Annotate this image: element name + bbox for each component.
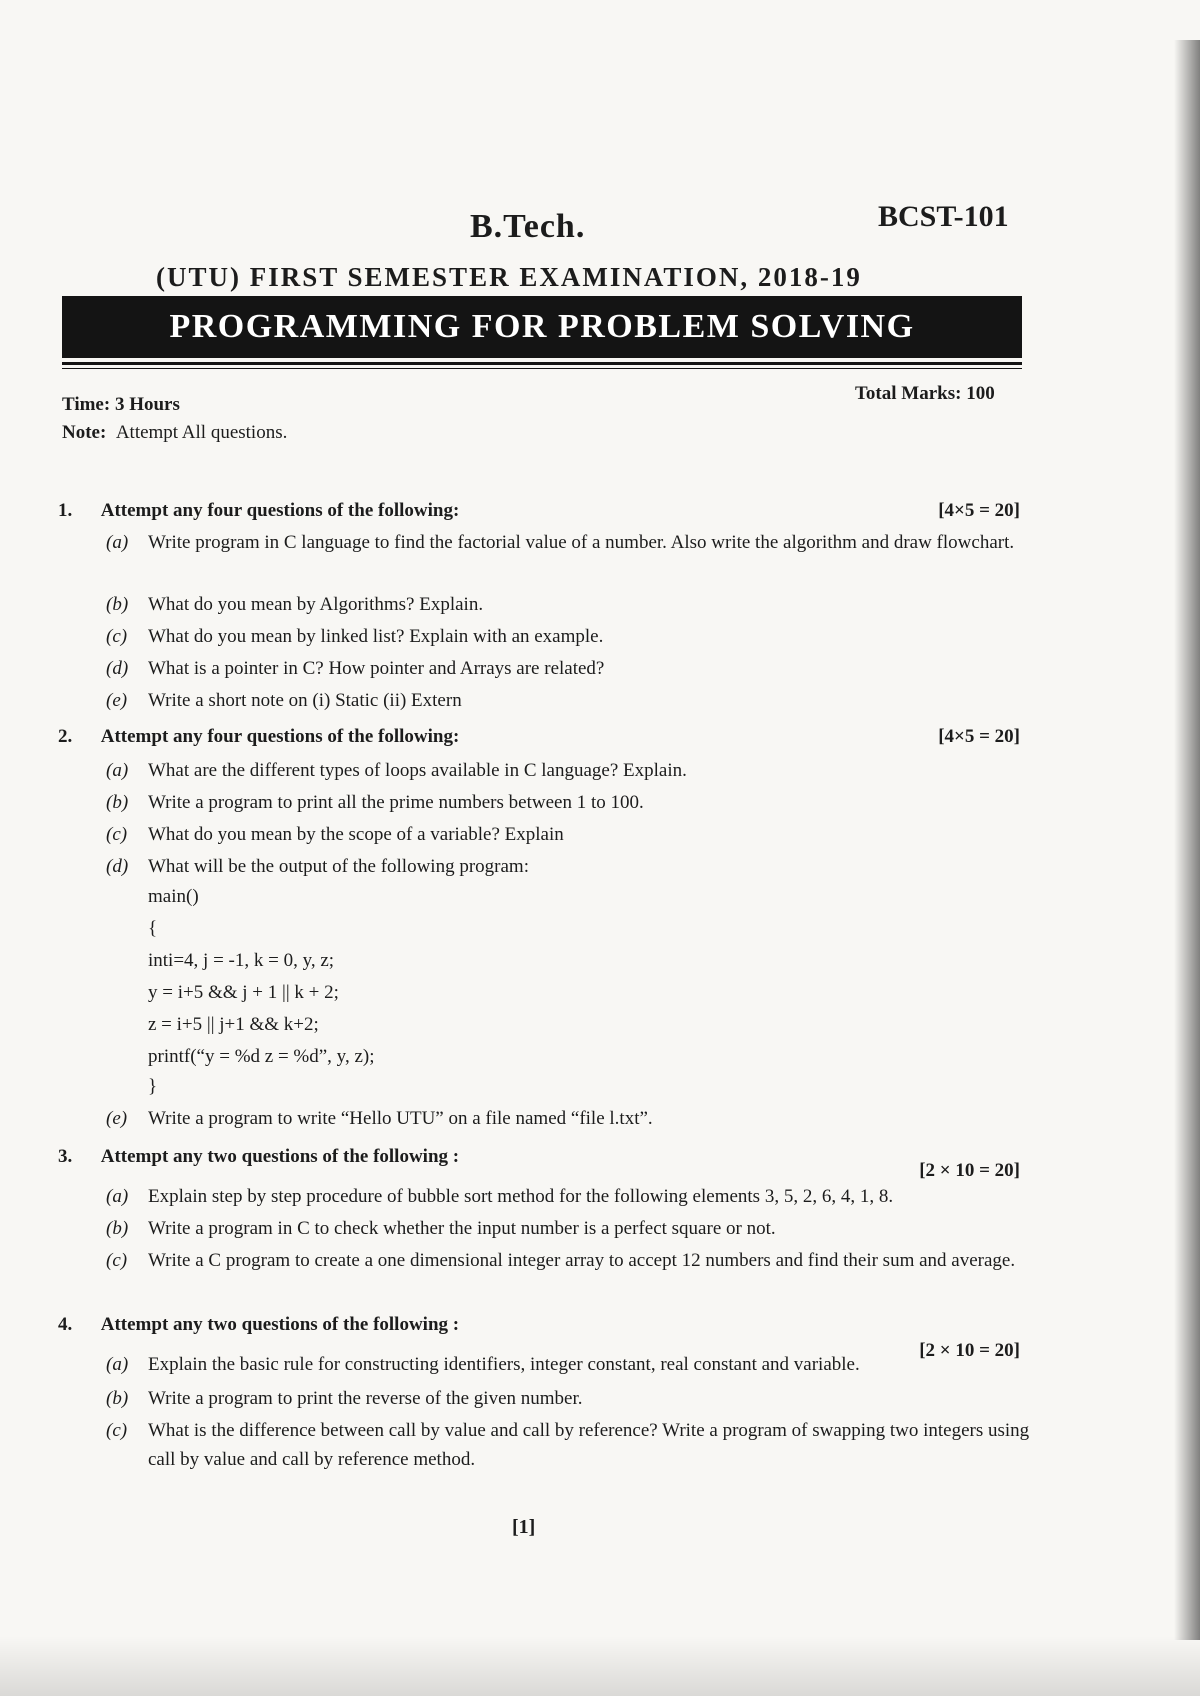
item-label: (b)	[106, 594, 129, 615]
note-value: Attempt All questions.	[115, 422, 288, 443]
list-item	[106, 788, 1046, 817]
list-item	[106, 852, 1046, 881]
question-marks: [4×5 = 20]	[938, 726, 1020, 747]
list-item	[106, 622, 1046, 651]
item-text: Write program in C language to find the factorial value of a number. Also write the algorithm and draw flowchart.	[148, 532, 1015, 553]
question-number: 4.	[58, 1314, 73, 1335]
item-text: What do you mean by Algorithms? Explain.	[148, 594, 484, 615]
item-label: (e)	[106, 690, 128, 711]
item-label: (a)	[106, 1186, 129, 1207]
time-info	[62, 394, 180, 416]
item-label: (b)	[106, 792, 129, 813]
item-text: What is the difference between call by value and call by reference? Write a program of swapping two integers using call by value and call by reference method.	[148, 1420, 1030, 1470]
list-item	[106, 1384, 1046, 1413]
question-1-heading	[58, 500, 1020, 522]
code-line: printf(“y = %d z = %d”, y, z);	[148, 1046, 375, 1067]
list-item	[106, 1246, 1046, 1275]
item-label: (a)	[106, 760, 129, 781]
question-instruction: Attempt any four questions of the following:	[100, 500, 460, 521]
question-number: 3.	[58, 1146, 73, 1167]
header-rule-thick	[62, 362, 1022, 365]
question-4-heading	[58, 1314, 1020, 1361]
question-marks: [2 × 10 = 20]	[919, 1160, 1020, 1181]
code-line: }	[148, 1076, 158, 1097]
item-text: What do you mean by linked list? Explain with an example.	[148, 626, 604, 647]
question-marks: [2 × 10 = 20]	[919, 1340, 1020, 1361]
question-marks: [4×5 = 20]	[938, 500, 1020, 521]
list-item	[106, 1350, 1046, 1379]
total-marks-info	[855, 383, 995, 405]
item-label: (c)	[106, 1250, 128, 1271]
item-text: Explain step by step procedure of bubble sort method for the following elements 3, 5, 2, 6, 4, 1, 8.	[148, 1186, 894, 1207]
list-item	[106, 590, 1046, 619]
course-code: BCST-101	[878, 200, 1009, 233]
list-item	[106, 1104, 1046, 1133]
page-number: [1]	[512, 1516, 536, 1538]
item-label: (d)	[106, 658, 129, 679]
item-text: Explain the basic rule for constructing identifiers, integer constant, real constant and variable.	[148, 1354, 860, 1375]
item-label: (a)	[106, 1354, 129, 1375]
item-text: What is a pointer in C? How pointer and Arrays are related?	[148, 658, 605, 679]
item-text: Write a short note on (i) Static (ii) Extern	[148, 690, 462, 711]
page-bottom-shadow	[0, 1636, 1200, 1696]
item-label: (d)	[106, 856, 129, 877]
list-item	[106, 756, 1046, 785]
code-line: z = i+5 || j+1 && k+2;	[148, 1014, 319, 1035]
item-label: (c)	[106, 626, 128, 647]
item-text: What do you mean by the scope of a variable? Explain	[148, 824, 564, 845]
total-marks-label: Total Marks:	[855, 383, 962, 404]
time-label: Time:	[62, 394, 111, 415]
page-edge-shadow	[1174, 40, 1200, 1640]
item-text: Write a program to print the reverse of the given number.	[148, 1388, 583, 1409]
code-line: y = i+5 && j + 1 || k + 2;	[148, 982, 339, 1003]
list-item	[106, 528, 1046, 557]
code-line: inti=4, j = -1, k = 0, y, z;	[148, 950, 335, 971]
item-text: Write a program in C to check whether the input number is a perfect square or not.	[148, 1218, 776, 1239]
note-label: Note:	[62, 422, 107, 443]
item-label: (c)	[106, 1420, 128, 1441]
question-number: 2.	[58, 726, 73, 747]
time-value: 3 Hours	[114, 394, 180, 415]
subject-banner: PROGRAMMING FOR PROBLEM SOLVING	[62, 296, 1022, 358]
item-label: (b)	[106, 1218, 129, 1239]
item-text: Write a program to write “Hello UTU” on a file named “file l.txt”.	[148, 1108, 653, 1129]
header-rule-thin	[62, 368, 1022, 369]
item-text: What will be the output of the following program:	[148, 856, 529, 877]
question-instruction: Attempt any two questions of the following :	[100, 1314, 460, 1335]
question-instruction: Attempt any four questions of the following:	[100, 726, 460, 747]
item-text: Write a C program to create a one dimensional integer array to accept 12 numbers and find their sum and average.	[148, 1250, 1016, 1271]
list-item	[106, 1182, 1046, 1211]
item-text: What are the different types of loops available in C language? Explain.	[148, 760, 687, 781]
note-info	[62, 422, 287, 444]
item-label: (c)	[106, 824, 128, 845]
question-3-heading	[58, 1146, 1020, 1181]
list-item	[106, 686, 1046, 715]
code-line: {	[148, 918, 158, 939]
question-2-heading	[58, 726, 1020, 748]
code-line: main()	[148, 886, 199, 907]
item-text: Write a program to print all the prime numbers between 1 to 100.	[148, 792, 644, 813]
total-marks-value: 100	[966, 383, 995, 404]
exam-title: (UTU) FIRST SEMESTER EXAMINATION, 2018-19	[156, 262, 862, 292]
question-number: 1.	[58, 500, 73, 521]
item-label: (a)	[106, 532, 129, 553]
list-item	[106, 820, 1046, 849]
item-label: (b)	[106, 1388, 129, 1409]
list-item	[106, 1214, 1046, 1243]
degree-title: B.Tech.	[470, 208, 586, 245]
question-instruction: Attempt any two questions of the following :	[100, 1146, 460, 1167]
list-item	[106, 654, 1046, 683]
item-label: (e)	[106, 1108, 128, 1129]
list-item	[106, 1416, 1046, 1474]
